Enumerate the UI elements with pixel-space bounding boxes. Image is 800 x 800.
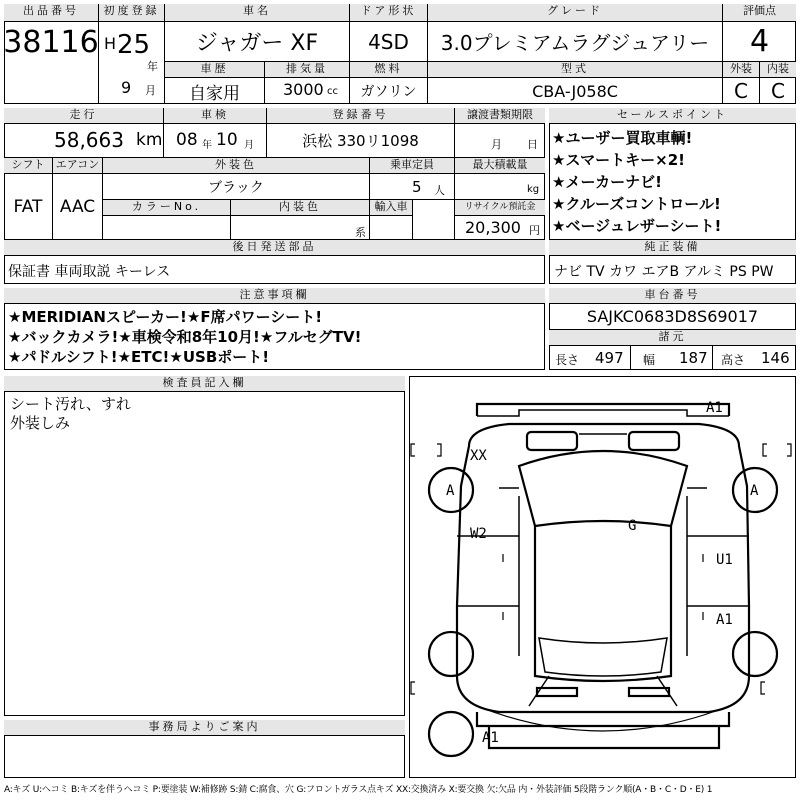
notes-label: 注意事項欄: [4, 288, 545, 304]
plate-value: 浜松 330リ1098: [267, 124, 455, 158]
dims-label: 諸元: [549, 330, 796, 346]
mark-g: G: [628, 518, 637, 534]
later-value: 保証書 車両取説 キーレス: [8, 264, 171, 280]
inspect-month-unit: 月: [244, 140, 254, 151]
notes-line: ★パドルシフト!★ETC!★USBポート!: [8, 348, 270, 366]
notes-line: ★バックカメラ!★車検令和8年10月!★フルセグTV!: [8, 328, 362, 346]
ext-label: 外装: [723, 62, 760, 78]
score-label: 評価点: [723, 4, 796, 22]
lot-blank: [4, 62, 99, 104]
mileage-cell: [4, 124, 164, 158]
disp-value: 3000: [283, 80, 324, 99]
door-type: 4SD: [350, 22, 428, 62]
color-value: ブラック: [103, 174, 370, 200]
transfer-cell: [455, 124, 545, 158]
shift-label: シフト: [4, 158, 53, 174]
mark-a1-top: A1: [706, 400, 723, 416]
reg-cell: [99, 22, 165, 104]
mileage-unit: km: [136, 130, 163, 150]
inspect-cell: [164, 124, 267, 158]
color-label: 外装色: [103, 158, 370, 174]
transfer-month: 月: [491, 138, 502, 151]
capacity-label: 乗車定員: [370, 158, 455, 174]
colorno-label: カラーNo.: [103, 200, 231, 216]
ext-grade: C: [723, 78, 760, 104]
dim-width-cell: [631, 346, 713, 370]
intcolor-unit: 系: [355, 226, 366, 239]
car-label: 車名: [165, 4, 350, 22]
notes-list: [8, 307, 361, 367]
reg-label: 初度登録: [99, 4, 165, 22]
dim-height-cell: [713, 346, 796, 370]
mark-w2: W2: [470, 526, 487, 542]
ac-label: エアコン: [53, 158, 103, 174]
grade-value: 3.0プレミアムラグジュアリー: [428, 22, 723, 62]
inspect-month: 10: [216, 130, 238, 150]
int-label: 内装: [760, 62, 796, 78]
dim-width-label: 幅: [643, 353, 656, 367]
inspect-year: 08: [176, 130, 198, 150]
notes-line: ★MERIDIANスピーカー!★F席パワーシート!: [8, 308, 323, 326]
model-value: CBA-J058C: [428, 78, 723, 104]
sales-point: ★メーカーナビ!: [552, 173, 662, 191]
recycle-unit: 円: [529, 224, 540, 237]
disp-cell: [265, 78, 350, 104]
ac-value: AAC: [53, 174, 103, 240]
mileage-label: 走行: [4, 108, 164, 124]
score-value: 4: [723, 22, 796, 62]
office-label: 事務局よりご案内: [4, 720, 405, 736]
reg-era: H: [104, 34, 117, 53]
history-label: 車歴: [165, 62, 265, 78]
plate-label: 登録番号: [267, 108, 455, 124]
capacity-value: 5: [412, 178, 422, 196]
fuel-label: 燃料: [350, 62, 428, 78]
sales-point: ★ベージュレザーシート!: [552, 217, 722, 235]
mark-a1-right: A1: [716, 612, 733, 628]
load-label: 最大積載量: [455, 158, 545, 174]
history-value: 自家用: [165, 78, 265, 104]
disp-unit: cc: [327, 86, 338, 97]
grade-label: グレード: [428, 4, 723, 22]
inspect-year-unit: 年: [202, 140, 212, 151]
reg-month: 9: [121, 78, 132, 97]
car-diagram: [409, 376, 796, 778]
sales-list: [552, 127, 792, 237]
sales-point: ★クルーズコントロール!: [552, 195, 721, 213]
mark-xx: XX: [470, 448, 487, 464]
equip-label: 純正装備: [549, 240, 796, 256]
capacity-unit: 人: [434, 184, 445, 197]
sales-point: ★スマートキー×2!: [552, 151, 685, 169]
inspector-line: シート汚れ、すれ: [10, 395, 131, 413]
dim-length-label: 長さ: [555, 353, 580, 367]
load-unit: kg: [527, 184, 540, 195]
transfer-label: 譲渡書類期限: [455, 108, 545, 124]
inspect-label: 車検: [164, 108, 267, 124]
legend: A:キズ U:ヘコミ B:キズを伴うヘコミ P:要塗装 W:補修跡 S:錆 C:腐食、穴 G:フロントガラス点キズ XX:交換済み X:要交換 欠:欠品 内・外装評価 5段階ランク順(A・B・C・D・E) 1: [4, 785, 713, 795]
dim-length-cell: [549, 346, 631, 370]
lot-number: 38116: [4, 22, 99, 62]
mileage-value: 58,663: [54, 128, 124, 152]
dim-height-value: 146: [761, 349, 790, 367]
import-label: 輸入車: [370, 200, 413, 216]
load-cell: [455, 174, 545, 200]
chassis-label: 車台番号: [549, 288, 796, 304]
reg-year: 25: [117, 30, 151, 60]
transfer-day: 日: [527, 138, 538, 151]
mark-a-right: A: [750, 483, 759, 499]
later-label: 後日発送部品: [4, 240, 545, 256]
dim-height-label: 高さ: [721, 353, 746, 367]
lot-label: 出品番号: [4, 4, 99, 22]
recycle-label: リサイクル預託金: [455, 200, 545, 216]
inspector-line: 外装しみ: [10, 414, 71, 432]
disp-label: 排気量: [265, 62, 350, 78]
chassis-number: SAJKC0683D8S69017: [549, 304, 796, 330]
fuel-value: ガソリン: [350, 78, 428, 104]
sales-label: セールスポイント: [549, 108, 796, 124]
car-name: ジャガー XF: [165, 22, 350, 62]
sales-point: ★ユーザー買取車輌!: [552, 129, 693, 147]
capacity-cell: [370, 174, 455, 200]
import-value: [370, 216, 413, 240]
mark-u1: U1: [716, 552, 733, 568]
shift-value: FAT: [4, 174, 53, 240]
recycle-cell: [455, 216, 545, 240]
intcolor-label: 内装色: [231, 200, 370, 216]
blank-413: [413, 200, 455, 240]
int-grade: C: [771, 79, 785, 103]
model-label: 型式: [428, 62, 723, 78]
colorno-value: [103, 216, 231, 240]
recycle-value: 20,300: [465, 218, 521, 237]
dim-width-value: 187: [679, 349, 708, 367]
reg-month-unit: 月: [145, 84, 156, 97]
reg-year-unit: 年: [147, 60, 158, 73]
equip-value: ナビ TV カワ エアB アルミ PS PW: [554, 264, 774, 280]
inspector-label: 検査員記入欄: [4, 376, 405, 392]
door-label: ドア形状: [350, 4, 428, 22]
inspector-notes: [10, 395, 131, 433]
mark-a-left: A: [446, 483, 455, 499]
intcolor-cell: [231, 216, 370, 240]
mark-a1-bottom: A1: [482, 730, 499, 746]
dim-length-value: 497: [595, 349, 624, 367]
